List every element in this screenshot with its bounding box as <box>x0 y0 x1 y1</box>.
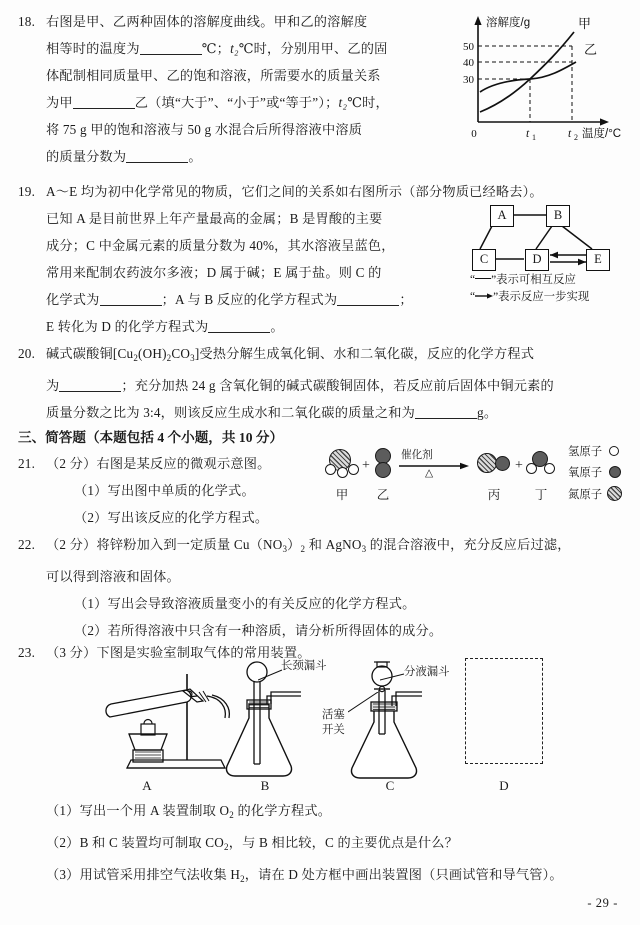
q23-line-4 <box>46 861 628 893</box>
q18-line-1: 右图是甲、乙两种固体的溶解度曲线。甲和乙的溶解度 <box>46 14 368 29</box>
hydrogen-atom <box>337 467 348 478</box>
q23-line-3-part-a: （2）B 和 C 装置均可制取 CO <box>46 835 224 850</box>
microscopic-reaction-diagram <box>325 447 637 525</box>
answer-blank[interactable] <box>337 291 399 306</box>
q19-line-3: 成分；C 中金属元素的质量分数为 40%，其水溶液呈蓝色， <box>46 238 395 253</box>
q22-line-1-part-d: 的混合溶液中，充分反应后过滤， <box>366 537 571 552</box>
relation-legend-line-2 <box>470 289 589 306</box>
q22-line-2: 可以得到溶液和固体。 <box>46 569 180 584</box>
solid-line-icon <box>475 278 491 279</box>
q22-sub-2: 2 <box>300 544 306 554</box>
answer-blank[interactable] <box>100 291 162 306</box>
chart-series-label-jia: 甲 <box>578 16 592 31</box>
chart-xtick-t1-sub: 1 <box>532 133 536 142</box>
oxygen-atom-icon <box>609 466 621 478</box>
q18-line-5: 将 75 g 甲的饱和溶液与 50 g 水混合后所得溶液中溶质 <box>46 122 363 137</box>
q23-line-4-part-a: （3）用试管采用排空气法收集 H <box>46 867 241 882</box>
relation-legend-text-1: ”表示可相互反应 <box>491 274 576 286</box>
atom-legend-oxygen-label: 氧原子 <box>568 467 603 479</box>
q18-t2-symbol-2: t₂ <box>338 95 348 110</box>
answer-blank[interactable] <box>208 318 270 333</box>
question-21-body <box>46 450 338 531</box>
q23-sub-co2: 2 <box>223 842 229 852</box>
q20-line-1-part-b: (OH) <box>138 346 167 361</box>
annotation-stopcock-line-2: 开关 <box>322 724 345 736</box>
apparatus-letter-c: C <box>385 778 395 793</box>
legend-quote-open-1: “ <box>470 274 476 286</box>
q19-line-6-part-a: E 转化为 D 的化学方程式为 <box>46 319 209 334</box>
molecule-label-jia: 甲 <box>335 488 349 502</box>
page-number: - 29 - <box>587 896 618 910</box>
chart-series-label-yi: 乙 <box>584 42 598 57</box>
question-22 <box>18 531 628 644</box>
hydrogen-atom <box>325 464 336 475</box>
q23-line-1: （3 分）下图是实验室制取气体的常用装置。 <box>46 645 311 660</box>
q20-line-3-part-b: g。 <box>477 405 498 420</box>
section-heading: 三、简答题（本题包括 4 个小题，共 10 分） <box>18 430 284 445</box>
q20-line-1-part-a: 碱式碳酸铜[Cu <box>46 346 134 361</box>
q19-line-6-part-b: 。 <box>270 319 284 334</box>
q23-line-2-part-b: 的化学方程式。 <box>233 803 332 818</box>
question-18-number: 18. <box>18 14 36 29</box>
q18-line-4-part-a: 为甲 <box>46 95 73 110</box>
question-21 <box>18 450 338 531</box>
nitrogen-atom-icon <box>607 486 622 501</box>
q20-line-1 <box>46 340 628 372</box>
relation-node-c: C <box>472 249 496 271</box>
apparatus-letter-b: B <box>260 778 270 793</box>
annotation-long-neck-funnel: 长颈漏斗 <box>281 660 327 672</box>
hydrogen-atom <box>544 463 555 474</box>
q20-line-3 <box>46 399 628 426</box>
chart-origin-label: 0 <box>471 128 477 140</box>
chart-ytick-40: 40 <box>463 57 474 69</box>
chart-yaxis-label: 溶解度/g <box>486 17 531 29</box>
oxygen-atom <box>375 462 391 478</box>
question-19-number: 19. <box>18 184 36 199</box>
molecule-label-bing: 丙 <box>487 488 501 502</box>
substance-relation-diagram <box>470 196 638 311</box>
q18-line-4-part-b: 乙（填“大于”、“小于”或“等于”）； <box>134 95 339 110</box>
q18-t2-symbol-1: t₂ <box>230 41 239 56</box>
q22-line-1-part-c: 和 AgNO <box>305 537 362 552</box>
q18-line-2 <box>46 35 448 62</box>
plus-sign-2: + <box>515 458 523 473</box>
q20-line-1-part-d: ]受热分解生成氧化铜、水和二氧化碳，反应的化学方程式 <box>194 346 535 361</box>
chart-xtick-t2-sub: 2 <box>574 133 578 142</box>
question-20-body <box>46 340 628 426</box>
q18-line-4-part-c: ℃时， <box>347 95 389 110</box>
answer-blank[interactable] <box>126 148 188 163</box>
question-20-number: 20. <box>18 346 36 361</box>
chart-ytick-30: 30 <box>463 74 474 86</box>
question-22-body <box>46 531 628 644</box>
q21-line-3: （2）写出该反应的化学方程式。 <box>74 510 269 525</box>
question-20 <box>18 340 628 426</box>
answer-blank[interactable] <box>415 404 477 419</box>
q22-sub-3a: 3 <box>282 544 288 554</box>
relation-legend-line-1 <box>470 272 576 289</box>
q19-line-2: 已知 A 是目前世界上年产量最高的金属；B 是胃酸的主要 <box>46 211 383 226</box>
q18-line-6 <box>46 143 448 170</box>
answer-blank[interactable] <box>59 377 121 392</box>
question-18 <box>18 8 448 170</box>
q20-sub-3: 3 <box>190 353 195 363</box>
annotation-leader-line-stopcock <box>348 692 384 718</box>
chart-xtick-t1: t <box>526 128 530 140</box>
q23-line-3-part-b: ，与 B 相比较，C 的主要优点是什么？ <box>228 835 458 850</box>
q20-sub-2a: 2 <box>133 353 139 363</box>
reaction-arrow-icon <box>399 462 469 474</box>
q23-sub-h2: 2 <box>240 874 245 884</box>
chart-xaxis-label: 温度/°C <box>582 128 622 140</box>
annotation-stopcock-line-1: 活塞 <box>322 709 345 721</box>
relation-legend-text-2: ”表示反应一步实现 <box>493 291 590 303</box>
q20-line-3-part-a: 质量分数之比为 3:4，则该反应生成水和二氧化碳的质量之和为 <box>46 405 416 420</box>
q19-line-4: 常用来配制农药波尔多液；D 属于碱；E 属于盐。则 C 的 <box>46 265 382 280</box>
apparatus-letter-a: A <box>142 778 152 793</box>
q21-line-1: （2 分）右图是某反应的微观示意图。 <box>46 456 271 471</box>
q19-line-6 <box>46 313 626 340</box>
answer-drawing-box[interactable] <box>465 658 543 764</box>
molecule-label-yi: 乙 <box>376 488 390 502</box>
atom-legend-hydrogen-label: 氢原子 <box>568 446 603 458</box>
q20-line-2-part-b: ；充分加热 24 g 含氧化铜的碱式碳酸铜固体，若反应前后固体中铜元素的 <box>121 378 554 393</box>
annotation-leader-line-funnel <box>258 668 298 688</box>
question-23-subquestions <box>18 797 628 893</box>
q23-line-3 <box>46 829 628 861</box>
plus-sign-1: + <box>362 458 370 473</box>
q19-line-5-part-a: 化学式为 <box>46 292 100 307</box>
q20-line-2-part-a: 为 <box>46 378 60 393</box>
answer-blank[interactable] <box>140 40 202 55</box>
atom-legend-nitrogen-label: 氮原子 <box>568 489 603 501</box>
annotation-leader-line-sep-funnel <box>380 672 412 690</box>
question-18-body <box>46 8 448 170</box>
nitrogen-atom <box>477 453 497 473</box>
answer-blank[interactable] <box>73 94 135 109</box>
hydrogen-atom <box>348 464 359 475</box>
legend-quote-open-2: “ <box>470 291 476 303</box>
chart-ytick-50: 50 <box>463 41 474 53</box>
reaction-condition-heat: △ <box>425 468 434 479</box>
question-23-number: 23. <box>18 645 36 660</box>
q20-line-2 <box>46 372 628 399</box>
q23-line-4-part-b: ，请在 D 处方框中画出装置图（只画试管和导气管）。 <box>244 867 563 882</box>
q22-line-3: （1）写出会导致溶液质量变小的有关反应的化学方程式。 <box>74 596 416 611</box>
solubility-curve-chart <box>452 4 638 142</box>
q18-line-2-part-a: 相等时的温度为 <box>46 41 140 56</box>
q18-line-3: 体配制相同质量甲、乙的饱和溶液，所需要水的质量关系 <box>46 68 381 83</box>
q20-sub-2b: 2 <box>166 353 172 363</box>
question-22-number: 22. <box>18 537 36 552</box>
annotation-separating-funnel: 分液漏斗 <box>404 666 450 678</box>
molecule-label-ding: 丁 <box>534 488 548 502</box>
apparatus-letter-d: D <box>499 778 509 793</box>
q18-line-6-part-a: 的质量分数为 <box>46 149 127 164</box>
reaction-condition-catalyst: 催化剂 <box>401 450 433 461</box>
q19-line-1: A～E 均为初中化学常见的物质，它们之间的关系如右图所示（部分物质已经略去）。 <box>46 184 543 199</box>
q19-line-5-part-c: ； <box>399 292 413 307</box>
q18-line-2-part-b: ℃； <box>201 41 231 56</box>
chart-xtick-t2: t <box>568 128 572 140</box>
q22-line-1-part-a: （2 分）将锌粉加入到一定质量 Cu（NO <box>46 537 283 552</box>
q19-line-5-part-b: ；A 与 B 反应的化学方程式为 <box>161 292 338 307</box>
gas-preparation-apparatus-figures <box>0 648 640 793</box>
question-23-sub-body <box>46 797 628 893</box>
q18-line-2-part-c: ℃时，分别用甲、乙的固 <box>238 41 388 56</box>
q22-line-1-part-b: ） <box>287 537 301 552</box>
atom-legend-hydrogen <box>568 445 619 460</box>
q20-line-1-part-c: CO <box>171 346 191 361</box>
relation-node-b: B <box>546 205 570 227</box>
q22-sub-3b: 3 <box>361 544 367 554</box>
q23-sub-o2: 2 <box>229 810 234 820</box>
question-21-number: 21. <box>18 456 36 471</box>
q18-line-4 <box>46 89 448 116</box>
q21-line-2: （1）写出图中单质的化学式。 <box>74 483 255 498</box>
hydrogen-atom <box>526 463 537 474</box>
q22-line-1 <box>46 531 628 563</box>
atom-legend-oxygen <box>568 464 621 481</box>
relation-node-e: E <box>586 249 610 271</box>
q22-line-4: （2）若所得溶液中只含有一种溶质，请分析所得固体的成分。 <box>74 623 443 638</box>
q23-line-2 <box>46 797 628 829</box>
arrow-icon <box>475 292 493 300</box>
hydrogen-atom-icon <box>609 446 619 456</box>
relation-node-a: A <box>490 205 514 227</box>
q23-line-2-part-a: （1）写出一个用 A 装置制取 O <box>46 803 230 818</box>
q18-line-6-part-b: 。 <box>188 149 202 164</box>
relation-node-d: D <box>525 249 549 271</box>
atom-legend-nitrogen <box>568 483 622 503</box>
oxygen-atom <box>495 456 510 471</box>
